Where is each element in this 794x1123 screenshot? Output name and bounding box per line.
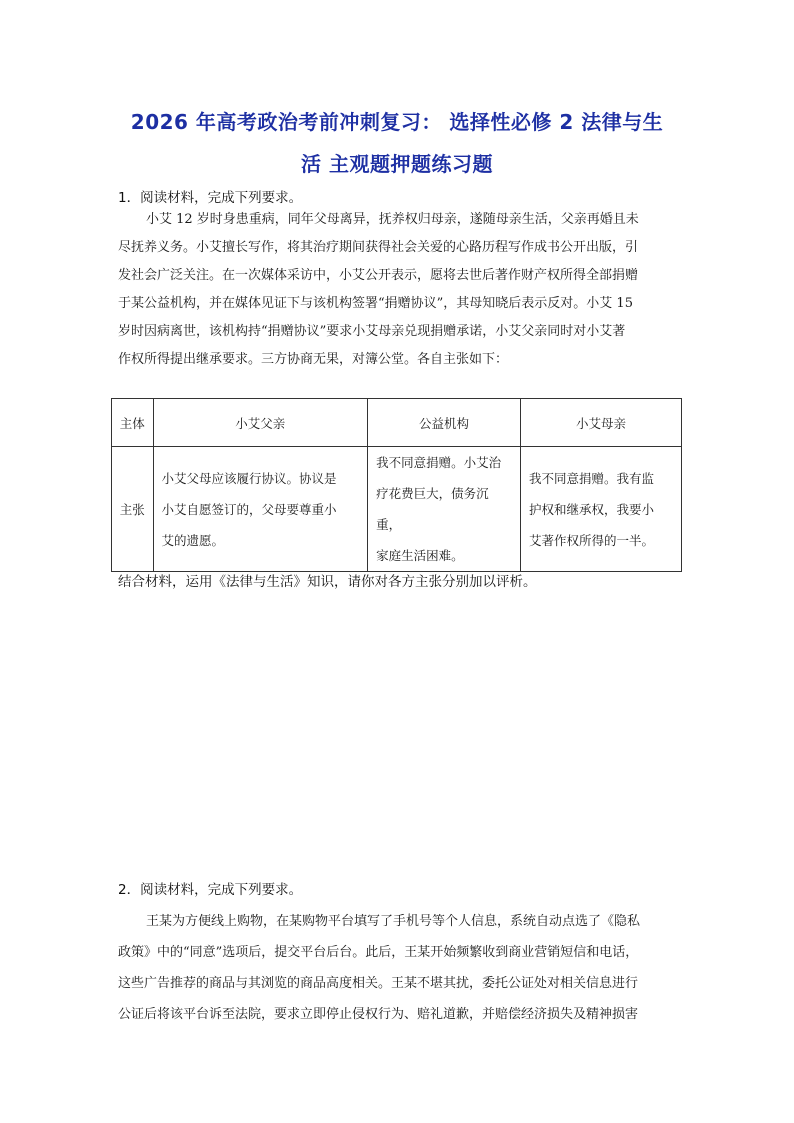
claim-line: 家庭生活困难。 bbox=[376, 548, 464, 563]
question-1-heading: 1．阅读材料，完成下列要求。 bbox=[118, 190, 303, 206]
column-header-mother: 小艾母亲 bbox=[521, 399, 682, 447]
question-2-material bbox=[118, 906, 680, 1030]
claims-table bbox=[111, 398, 682, 572]
mother-claim-cell bbox=[521, 447, 682, 572]
claim-line: 艾著作权所得的一半。 bbox=[529, 532, 655, 548]
column-header-charity: 公益机构 bbox=[368, 399, 521, 447]
claim-line: 我不同意捐赠。我有监 bbox=[529, 470, 655, 486]
material-line: 政策》中的“同意”选项后，提交平台后台。此后，王某开始频繁收到商业营销短信和电话， bbox=[118, 945, 639, 960]
question-1-task: 结合材料，运用《法律与生活》知识，请你对各方主张分别加以评析。 bbox=[118, 574, 537, 590]
claim-line: 小艾自愿签订的，父母要尊重小 bbox=[161, 501, 337, 517]
charity-claim-cell bbox=[368, 447, 521, 572]
question-2-heading: 2．阅读材料，完成下列要求。 bbox=[118, 882, 303, 898]
claims-label-cell: 主张 bbox=[112, 447, 154, 572]
material-line: 于某公益机构，并在媒体见证下与该机构签署“捐赠协议”，其母知晓后表示反对。小艾 15 bbox=[118, 296, 633, 311]
material-line: 尽抚养义务。小艾擅长写作，将其治疗期间获得社会关爱的心路历程写作成书公开出版，引 bbox=[118, 240, 639, 255]
claim-line: 疗花费巨大，债务沉重， bbox=[376, 486, 489, 532]
page-title-line-1: 2026 年高考政治考前冲刺复习： 选择性必修 2 法律与生 bbox=[130, 110, 664, 134]
subject-header-cell: 主体 bbox=[112, 399, 154, 447]
page-title-line-2: 活 主观题押题练习题 bbox=[301, 152, 493, 176]
claim-line: 小艾父母应该履行协议。协议是 bbox=[161, 470, 337, 486]
table-row bbox=[112, 447, 682, 572]
claim-line: 艾的遗愿。 bbox=[161, 532, 225, 548]
material-line: 岁时因病离世，该机构持“捐赠协议”要求小艾母亲兑现捐赠承诺，小艾父亲同时对小艾著 bbox=[118, 324, 626, 339]
father-claim-cell bbox=[153, 447, 368, 572]
material-line: 小艾 12 岁时身患重病，同年父母离异，抚养权归母亲，遂随母亲生活，父亲再婚且未 bbox=[146, 212, 639, 227]
material-line: 公证后将该平台诉至法院，要求立即停止侵权行为、赔礼道歉，并赔偿经济损失及精神损害 bbox=[118, 1007, 639, 1022]
material-line: 作权所得提出继承要求。三方协商无果，对簿公堂。各自主张如下： bbox=[118, 352, 509, 367]
material-line: 王某为方便线上购物，在某购物平台填写了手机号等个人信息，系统自动点选了《隐私 bbox=[146, 914, 641, 929]
table-header-row bbox=[112, 399, 682, 447]
column-header-father: 小艾父亲 bbox=[153, 399, 368, 447]
claim-line: 护权和继承权，我要小 bbox=[529, 501, 655, 517]
material-line: 发社会广泛关注。在一次媒体采访中，小艾公开表示，愿将去世后著作财产权所得全部捐赠 bbox=[118, 268, 639, 283]
claim-line: 我不同意捐赠。小艾治 bbox=[376, 455, 502, 470]
question-1-material bbox=[118, 206, 680, 374]
material-line: 这些广告推荐的商品与其浏览的商品高度相关。王某不堪其扰，委托公证处对相关信息进行 bbox=[118, 976, 639, 991]
